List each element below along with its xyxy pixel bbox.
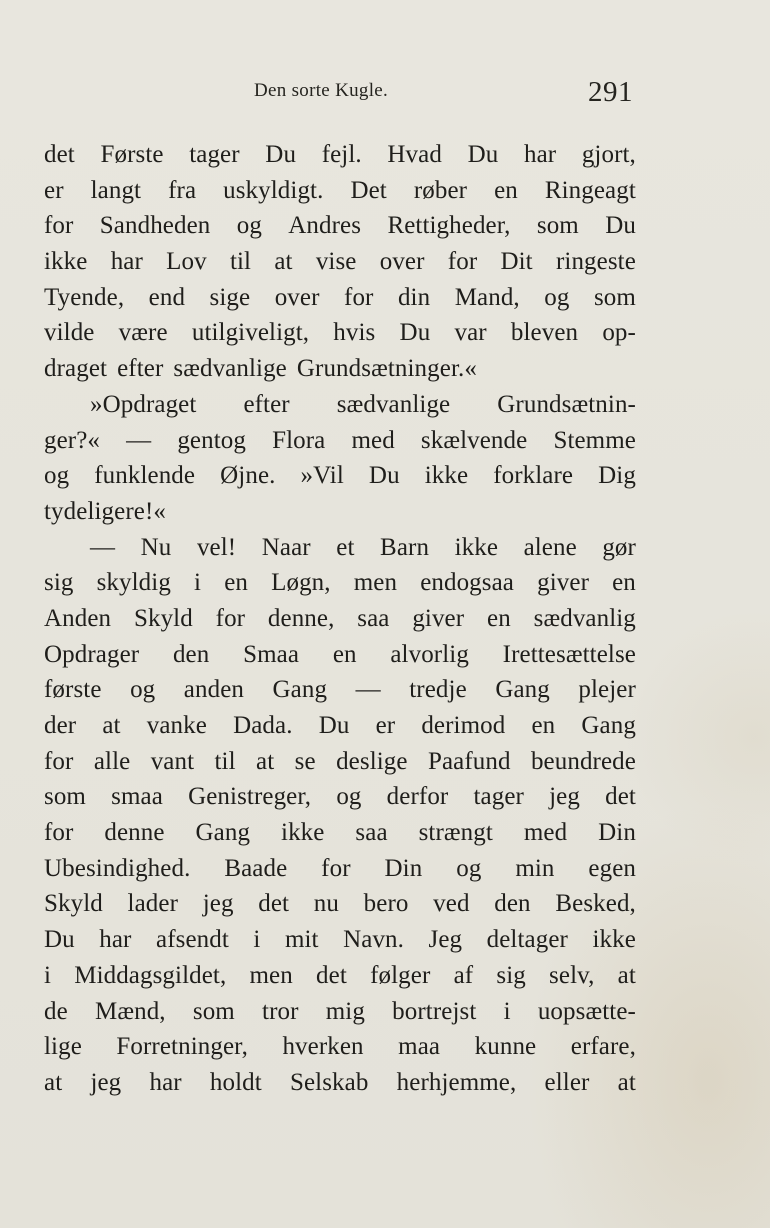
word: bero — [363, 890, 409, 918]
word: har — [523, 141, 557, 168]
word: end — [148, 283, 186, 311]
word: draget — [44, 355, 108, 383]
word: Naar — [261, 533, 311, 561]
word: Irettesættelse — [502, 640, 636, 668]
word: beundrede — [530, 747, 636, 775]
word: tydeligere!« — [44, 497, 166, 525]
word: selv, — [549, 961, 595, 989]
word: sig — [496, 961, 526, 989]
word: sædvanlig — [533, 604, 636, 632]
word: erfare, — [570, 1033, 636, 1061]
word: uopsætte- — [537, 997, 636, 1025]
word: med — [523, 819, 568, 847]
text-line — [44, 137, 636, 173]
word: se — [294, 747, 316, 775]
word: røber — [413, 176, 468, 204]
word: denne — [104, 819, 165, 847]
word: og — [236, 212, 262, 240]
text-line — [44, 958, 636, 994]
word: din — [397, 283, 431, 311]
text-line — [44, 423, 636, 459]
word: nu — [313, 890, 339, 918]
word: derimod — [421, 712, 506, 739]
word: ikke — [44, 248, 88, 276]
word: det — [316, 961, 347, 989]
text-line — [44, 708, 636, 744]
word: det — [605, 783, 636, 811]
word: fra — [168, 176, 197, 204]
word: Mænd, — [95, 997, 166, 1025]
word: giver — [412, 604, 465, 632]
word: Sandheden — [99, 212, 211, 240]
text-line — [44, 779, 636, 815]
word: Din — [384, 854, 423, 882]
word: deslige — [336, 747, 408, 775]
word: jeg — [202, 890, 234, 918]
word: for — [344, 283, 374, 311]
word: over — [379, 248, 425, 276]
word: Skyld — [44, 890, 103, 918]
word: af — [453, 961, 474, 989]
word: lige — [44, 1033, 82, 1061]
word: afsendt — [156, 926, 229, 954]
word: egen — [588, 854, 636, 882]
word: Din — [598, 819, 636, 847]
word: mit — [284, 926, 319, 954]
word: vilde — [44, 319, 95, 347]
word: det — [44, 141, 75, 168]
word: holdt — [209, 1068, 262, 1096]
word: Det — [350, 176, 387, 204]
word: det — [258, 890, 290, 918]
word: sædvanlige — [336, 390, 451, 418]
word: skælvende — [420, 426, 528, 454]
word: første — [44, 676, 102, 704]
word: efter — [117, 355, 164, 383]
word: Barn — [380, 533, 430, 561]
word: funklende — [94, 462, 196, 490]
word: Smaa — [243, 640, 300, 668]
text-line — [44, 244, 636, 280]
word: plejer — [578, 676, 636, 704]
word: at — [617, 961, 636, 989]
text-line — [44, 1065, 636, 1101]
word: herhjemme, — [396, 1068, 517, 1096]
word: Mand, — [454, 283, 520, 311]
word: den — [172, 640, 210, 668]
word: at — [274, 248, 293, 276]
word: Dit — [500, 248, 533, 276]
word: tredje — [409, 676, 467, 704]
word: og — [544, 283, 570, 311]
running-head — [0, 76, 770, 106]
word: og — [130, 676, 156, 704]
word: i — [44, 961, 52, 989]
word: med — [351, 426, 395, 454]
word: Selskab — [289, 1068, 369, 1096]
word: Baade — [224, 854, 288, 882]
text-line — [44, 280, 636, 316]
word: Gang — [272, 676, 328, 704]
text-line — [44, 672, 636, 708]
word: lader — [127, 890, 179, 918]
word: følger — [370, 961, 431, 989]
word: Besked, — [555, 890, 636, 918]
page-number: 291 — [588, 76, 633, 108]
word: »Opdraget — [90, 390, 197, 418]
text-line — [44, 886, 636, 922]
word: Navn. — [343, 926, 404, 954]
word: — — [90, 533, 116, 561]
word: for — [321, 854, 351, 882]
word: Grundsætnin- — [497, 390, 636, 418]
word: for — [44, 212, 74, 240]
word: gentog — [177, 426, 246, 454]
word: utilgiveligt, — [191, 319, 310, 347]
word: vel! — [196, 533, 237, 561]
word: der — [44, 712, 77, 739]
word: ger?« — [44, 426, 101, 454]
word: Du — [399, 319, 431, 347]
word: Andres — [288, 212, 362, 240]
word: Anden — [44, 604, 112, 632]
text-line — [44, 744, 636, 780]
word: Grundsætninger.« — [296, 355, 477, 383]
word: Nu — [140, 533, 172, 561]
word: har — [99, 926, 132, 954]
word: eller — [544, 1068, 590, 1096]
word: Paafund — [427, 747, 511, 775]
word: en — [531, 712, 556, 739]
text-line — [44, 565, 636, 601]
word: som — [536, 212, 579, 240]
word: alene — [523, 533, 577, 561]
word: min — [515, 854, 555, 882]
text-line — [44, 994, 636, 1030]
word: Gang — [581, 712, 636, 739]
word: ikke — [281, 819, 325, 847]
word: Øjne. — [220, 462, 276, 490]
body-text — [44, 137, 636, 1101]
word: et — [336, 533, 355, 561]
word: som — [44, 783, 86, 811]
text-line — [44, 208, 636, 244]
word: smaa — [111, 783, 163, 811]
word: Du — [318, 712, 350, 739]
word: var — [454, 319, 487, 347]
word: vanke — [146, 712, 207, 739]
word: Flora — [272, 426, 326, 454]
word: — — [355, 676, 381, 704]
word: gjort, — [581, 141, 636, 168]
text-line — [44, 387, 636, 423]
text-line — [44, 315, 636, 351]
word: Du — [605, 212, 636, 240]
word: Du — [265, 141, 297, 168]
word: Gang — [195, 819, 251, 847]
word: tager — [473, 783, 524, 811]
word: tager — [189, 141, 240, 168]
word: og — [44, 462, 70, 490]
word: strængt — [418, 819, 493, 847]
word: jeg — [549, 783, 580, 811]
word: bortrejst — [392, 997, 477, 1025]
word: Gang — [495, 676, 550, 704]
word: anden — [183, 676, 244, 704]
word: bleven — [510, 319, 579, 347]
word: Forretninger, — [116, 1033, 248, 1061]
word: saa — [355, 819, 388, 847]
word: har — [110, 248, 143, 276]
word: gør — [602, 533, 636, 561]
word: uskyldigt. — [223, 176, 324, 204]
word: Genistreger, — [188, 783, 312, 811]
word: Dada. — [233, 712, 293, 739]
word: skyldig — [96, 569, 171, 597]
word: kunne — [474, 1033, 537, 1061]
word: jeg — [90, 1068, 122, 1096]
word: Rettigheder, — [387, 212, 511, 240]
word: Du — [44, 926, 75, 954]
word: vant — [150, 747, 195, 775]
word: i — [194, 569, 202, 597]
word: er — [44, 176, 64, 204]
word: være — [118, 319, 168, 347]
word: Hvad — [387, 141, 442, 168]
text-line — [44, 815, 636, 851]
word: at — [617, 1068, 636, 1096]
word: Tyende, — [44, 283, 125, 311]
word: langt — [90, 176, 142, 204]
word: for — [44, 747, 74, 775]
word: men — [249, 961, 293, 989]
word: Første — [100, 141, 164, 168]
word: vise — [315, 248, 357, 276]
word: sædvanlige — [173, 355, 287, 383]
word: til — [229, 248, 252, 276]
word: Du — [467, 141, 499, 168]
word: alle — [93, 747, 131, 775]
word: har — [149, 1068, 182, 1096]
word: som — [192, 997, 235, 1025]
word: en — [332, 640, 357, 668]
word: en — [224, 569, 248, 597]
word: Lov — [166, 248, 207, 276]
word: ringeste — [555, 248, 636, 276]
word: mig — [325, 997, 365, 1025]
text-line — [44, 637, 636, 673]
text-line — [44, 1029, 636, 1065]
word: den — [494, 890, 531, 918]
word: endogsaa — [420, 569, 515, 597]
word: efter — [243, 390, 290, 418]
word: i — [253, 926, 261, 954]
word: de — [44, 997, 68, 1025]
word: som — [593, 283, 636, 311]
word: en — [487, 604, 511, 632]
word: ved — [433, 890, 470, 918]
text-line — [44, 530, 636, 566]
word: denne, — [267, 604, 335, 632]
word: Skyld — [133, 604, 193, 632]
word: ikke — [592, 926, 636, 954]
word: maa — [398, 1033, 441, 1061]
word: Stemme — [553, 426, 636, 454]
word: men — [353, 569, 398, 597]
text-line — [44, 922, 636, 958]
text-line — [44, 351, 636, 387]
word: tror — [262, 997, 299, 1025]
word: for — [215, 604, 246, 632]
word: giver — [537, 569, 589, 597]
word: Du — [368, 462, 400, 490]
word: og — [456, 854, 482, 882]
word: for — [44, 819, 74, 847]
word: Dig — [598, 462, 636, 490]
word: derfor — [386, 783, 449, 811]
word: er — [375, 712, 396, 739]
text-line — [44, 458, 636, 494]
running-title: Den sorte Kugle. — [254, 80, 389, 101]
word: over — [274, 283, 320, 311]
word: saa — [357, 604, 390, 632]
word: i — [503, 997, 511, 1025]
word: sig — [44, 569, 74, 597]
word: for — [447, 248, 478, 276]
word: Løgn, — [271, 569, 331, 597]
word: at — [102, 712, 121, 739]
word: alvorlig — [390, 640, 469, 668]
text-line — [44, 601, 636, 637]
word: Middagsgildet, — [74, 961, 227, 989]
word: at — [256, 747, 275, 775]
text-line — [44, 494, 636, 530]
word: Opdrager — [44, 640, 140, 668]
word: en — [494, 176, 518, 204]
word: Jeg — [428, 926, 463, 954]
word: forklare — [493, 462, 574, 490]
text-line — [44, 851, 636, 887]
word: hvis — [333, 319, 376, 347]
word: til — [214, 747, 236, 775]
word: en — [612, 569, 636, 597]
word: at — [44, 1068, 63, 1096]
word: »Vil — [300, 462, 344, 490]
word: Ubesindighed. — [44, 854, 191, 882]
word: ikke — [424, 462, 469, 490]
word: og — [336, 783, 362, 811]
word: ikke — [454, 533, 499, 561]
word: deltager — [486, 926, 568, 954]
word: op- — [602, 319, 636, 347]
text-line — [44, 173, 636, 209]
word: fejl. — [321, 141, 362, 168]
word: hverken — [282, 1033, 364, 1061]
word: sige — [209, 283, 251, 311]
word: Ringeagt — [544, 176, 636, 204]
word: — — [126, 426, 152, 454]
